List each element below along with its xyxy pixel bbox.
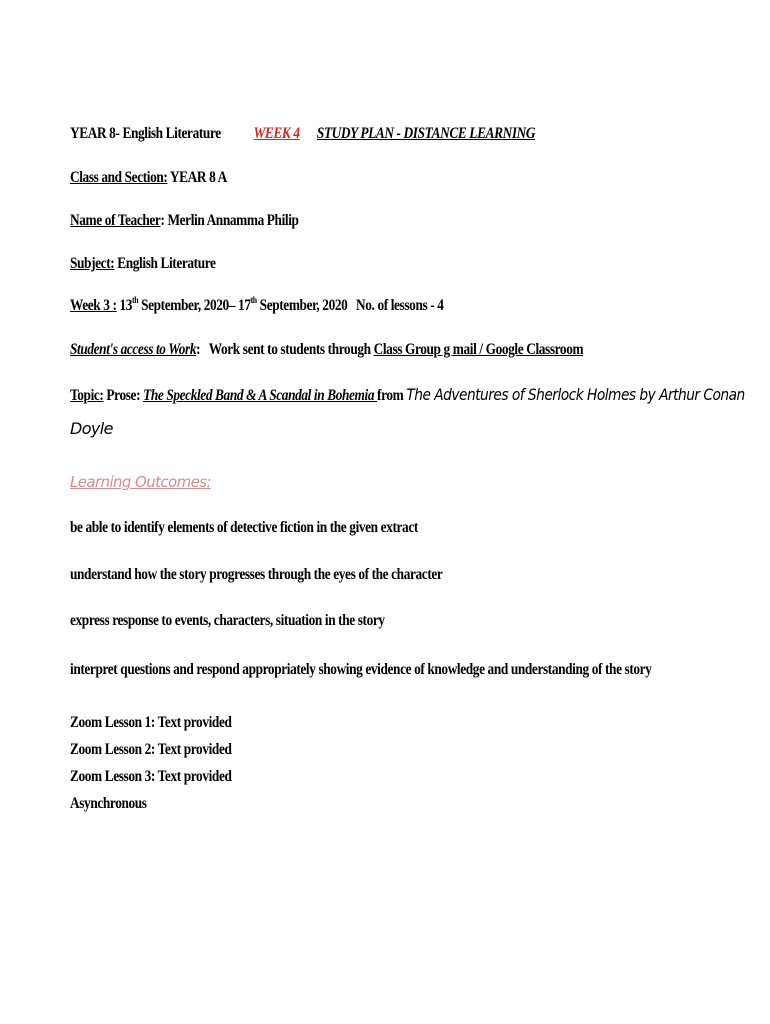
from-word: from	[377, 387, 407, 404]
topic-label: Topic:	[70, 387, 104, 404]
lesson-item: Zoom Lesson 3: Text provided	[70, 768, 232, 785]
week-label: WEEK 4	[253, 125, 300, 142]
prose-label: Prose:	[103, 387, 144, 404]
header-line	[70, 125, 535, 143]
class-section-label: Class and Section:	[70, 169, 168, 186]
study-plan-title: STUDY PLAN - DISTANCE LEARNING	[316, 125, 536, 142]
access-colon: :	[196, 341, 201, 358]
topic-line	[70, 385, 745, 405]
lesson-count: No. of lessons - 4	[356, 297, 444, 314]
story-titles: The Speckled Band & A Scandal in Bohemia	[143, 387, 378, 404]
teacher-line	[70, 212, 299, 230]
week-dates-label: Week 3 :	[70, 297, 117, 314]
access-line	[70, 341, 583, 359]
subject-value: English Literature	[114, 255, 216, 272]
lesson-item: Asynchronous	[70, 795, 147, 812]
end-day-suffix: th	[250, 295, 257, 305]
book-title-line1: The Adventures of Sherlock Holmes by Arthur Conan	[406, 385, 745, 404]
class-section-value: YEAR 8 A	[167, 169, 227, 186]
class-section-line	[70, 169, 227, 187]
start-day-suffix: th	[132, 295, 139, 305]
access-text: Work sent to students through	[208, 341, 374, 358]
start-day: 13	[116, 297, 133, 314]
book-title-line2: Doyle	[70, 419, 113, 438]
course-title: YEAR 8- English Literature	[70, 125, 221, 142]
week-dates-line	[70, 297, 443, 315]
teacher-value: : Merlin Annamma Philip	[160, 212, 299, 229]
lesson-item: Zoom Lesson 1: Text provided	[70, 714, 232, 731]
outcome-item: understand how the story progresses through the eyes of the character	[70, 566, 443, 583]
topic-continuation	[70, 419, 113, 439]
start-rest: September, 2020– 17	[138, 297, 251, 314]
subject-label: Subject:	[70, 255, 115, 272]
teacher-label: Name of Teacher	[70, 212, 161, 229]
lesson-item: Zoom Lesson 2: Text provided	[70, 741, 232, 758]
outcome-item: be able to identify elements of detective fiction in the given extract	[70, 519, 418, 536]
access-label: Student's access to Work	[70, 341, 197, 358]
outcome-item: express response to events, characters, situation in the story	[70, 612, 385, 629]
access-platform: Class Group g mail / Google Classroom	[373, 341, 584, 358]
learning-outcomes-title: Learning Outcomes:	[70, 473, 211, 491]
end-rest: September, 2020	[256, 297, 348, 314]
outcome-item: interpret questions and respond appropriately showing evidence of knowledge and understanding of the story	[70, 661, 652, 678]
subject-line	[70, 255, 216, 273]
